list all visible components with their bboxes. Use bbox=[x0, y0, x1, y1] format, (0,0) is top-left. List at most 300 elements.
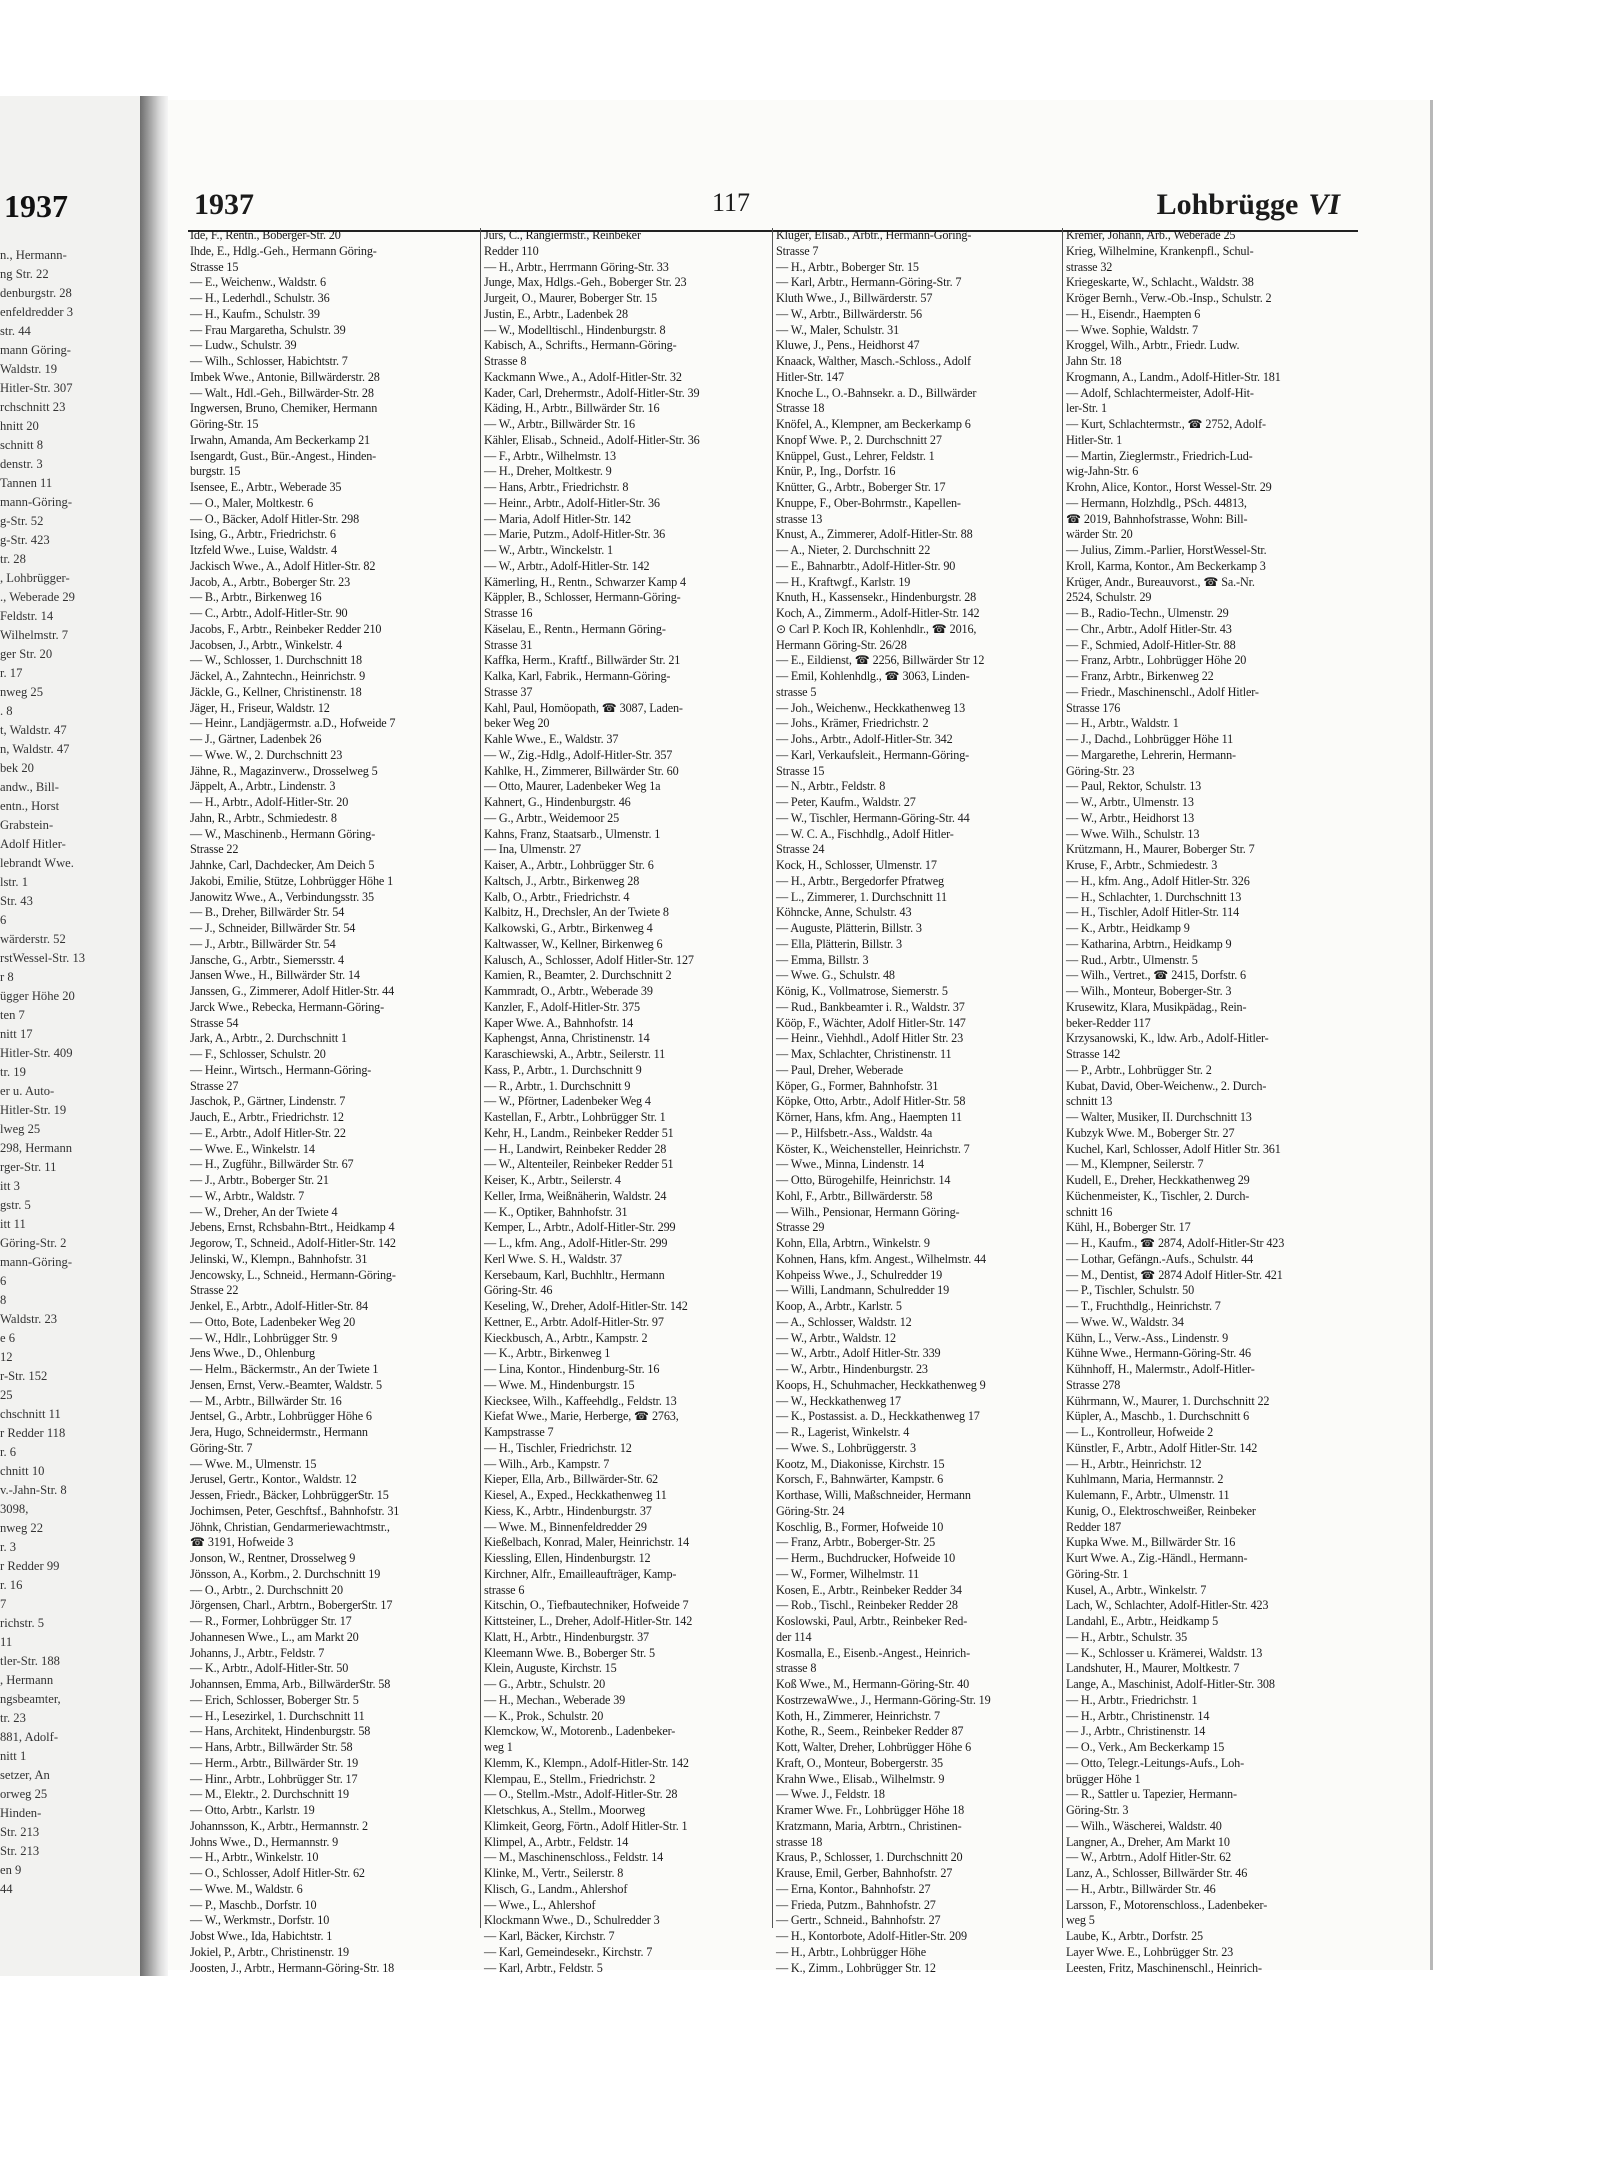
previous-page-line: denburgstr. 28 bbox=[0, 286, 72, 300]
directory-entry: Göring-Str. 23 bbox=[1066, 763, 1135, 778]
directory-entry: Hitler-Str. 1 bbox=[1066, 432, 1123, 447]
directory-entry: Ising, G., Arbtr., Friedrichstr. 6 bbox=[190, 527, 336, 542]
directory-entry: — Ella, Plätterin, Billstr. 3 bbox=[776, 936, 902, 951]
previous-page-line: Grabstein- bbox=[0, 818, 54, 832]
directory-entry: — H., Zugführ., Billwärder Str. 67 bbox=[190, 1157, 354, 1172]
directory-entry: Kahle Wwe., E., Waldstr. 37 bbox=[484, 732, 619, 746]
directory-entry: Kletschkus, A., Stellm., Moorweg bbox=[484, 1803, 646, 1817]
directory-entry: Kiessling, Ellen, Hindenburgstr. 12 bbox=[484, 1551, 651, 1565]
previous-page-line: Waldstr. 19 bbox=[0, 362, 58, 376]
directory-entry: — Hinr., Arbtr., Lohbrügger Str. 17 bbox=[190, 1771, 358, 1786]
directory-entry: Kalusch, A., Schlosser, Adolf Hitler-Str. 127 bbox=[484, 952, 694, 967]
directory-entry: Jensen, Ernst, Verw.-Beamter, Waldstr. 5 bbox=[190, 1377, 383, 1392]
directory-entry: Jönsson, A., Korbm., 2. Durchschnitt 19 bbox=[190, 1566, 381, 1581]
directory-entry: — H., Arbtr., Adolf-Hitler-Str. 20 bbox=[190, 795, 349, 809]
directory-entry: Kothe, R., Seem., Reinbeker Redder 87 bbox=[776, 1724, 964, 1739]
directory-entry: Kulemann, F., Arbtr., Ulmenstr. 11 bbox=[1066, 1488, 1230, 1502]
directory-entry: Kohl, F., Arbtr., Billwärderstr. 58 bbox=[776, 1188, 933, 1203]
directory-entry: — J., Arbtr., Billwärder Str. 54 bbox=[190, 936, 336, 951]
directory-entry: Lach, W., Schlachter, Adolf-Hitler-Str. 423 bbox=[1066, 1598, 1269, 1613]
directory-entry: Koop, A., Arbtr., Karlstr. 5 bbox=[776, 1299, 902, 1313]
directory-entry: Kämerling, H., Rentn., Schwarzer Kamp 4 bbox=[484, 574, 686, 589]
directory-entry: Kühl, H., Boberger Str. 17 bbox=[1066, 1220, 1191, 1235]
directory-entry: — Otto, Bürogehilfe, Heinrichstr. 14 bbox=[776, 1173, 951, 1187]
directory-entry: ☎ 3191, Hofweide 3 bbox=[190, 1535, 294, 1550]
directory-entry: Koß Wwe., M., Hermann-Göring-Str. 40 bbox=[776, 1677, 970, 1691]
directory-entry: Kruse, F., Arbtr., Schmiedestr. 3 bbox=[1066, 858, 1218, 872]
directory-entry: Landshuter, H., Maurer, Moltkestr. 7 bbox=[1066, 1661, 1240, 1676]
directory-entry: Köper, G., Former, Bahnhofstr. 31 bbox=[776, 1078, 939, 1093]
directory-entry: strasse 18 bbox=[776, 1834, 823, 1849]
directory-entry: Krüger, Andr., Bureauvorst., ☎ Sa.-Nr. bbox=[1066, 574, 1255, 589]
directory-entry: — W., Arbtr., Winckelstr. 1 bbox=[484, 543, 613, 557]
previous-page-line: Hinden- bbox=[0, 1806, 42, 1820]
directory-entry: — B., Dreher, Billwärder Str. 54 bbox=[190, 905, 345, 920]
previous-page-line: r Redder 99 bbox=[0, 1559, 60, 1573]
directory-entry: ⊙ Carl P. Koch IR, Kohlenhdlr., ☎ 2016, bbox=[776, 621, 977, 636]
directory-entry: — E., Arbtr., Adolf Hitler-Str. 22 bbox=[190, 1125, 346, 1140]
directory-entry: Kuchel, Karl, Schlosser, Adolf Hitler Str. 361 bbox=[1066, 1141, 1281, 1156]
directory-entry: Kroll, Karma, Kontor., Am Beckerkamp 3 bbox=[1066, 558, 1266, 573]
directory-entry: — Wwe. Sophie, Waldstr. 7 bbox=[1066, 322, 1198, 337]
directory-entry: — L., Zimmerer, 1. Durchschnitt 11 bbox=[776, 889, 947, 904]
directory-entry: strasse 32 bbox=[1066, 259, 1113, 274]
previous-page-line: ngsbeamter, bbox=[0, 1692, 61, 1706]
directory-entry: Jahn, R., Arbtr., Schmiedestr. 8 bbox=[190, 810, 337, 825]
previous-page-text bbox=[0, 246, 140, 1899]
directory-entry: Janowitz Wwe., A., Verbindungsstr. 35 bbox=[190, 889, 374, 904]
directory-entry: Kähler, Elisab., Schneid., Adolf-Hitler-Str. 36 bbox=[484, 432, 700, 447]
directory-entry: Korthase, Willi, Maßschneider, Hermann bbox=[776, 1488, 971, 1502]
previous-page-line: 12 bbox=[0, 1350, 13, 1364]
directory-entry: Kieckbusch, A., Arbtr., Kampstr. 2 bbox=[484, 1330, 648, 1345]
directory-entry: strasse 6 bbox=[484, 1582, 525, 1597]
directory-entry: — G., Arbtr., Schulstr. 20 bbox=[484, 1677, 606, 1691]
directory-entry: — O., Maler, Moltkestr. 6 bbox=[190, 495, 314, 510]
previous-page-line: orweg 25 bbox=[0, 1787, 48, 1801]
previous-page-line: rchschnitt 23 bbox=[0, 400, 66, 414]
previous-page-line: hnitt 20 bbox=[0, 419, 39, 433]
directory-entry: — Peter, Kaufm., Waldstr. 27 bbox=[776, 795, 916, 809]
directory-entry: Korsch, F., Bahnwärter, Kampstr. 6 bbox=[776, 1472, 944, 1487]
directory-entry: — W., Altenteiler, Reinbeker Redder 51 bbox=[484, 1157, 674, 1172]
directory-entry: Krahn Wwe., Elisab., Wilhelmstr. 9 bbox=[776, 1771, 945, 1786]
previous-page-line: r 8 bbox=[0, 970, 14, 984]
previous-page-line: Hitler-Str. 19 bbox=[0, 1103, 67, 1117]
directory-entry: — Karl, Arbtr., Hermann-Göring-Str. 7 bbox=[776, 275, 962, 290]
directory-entry: Hermann Göring-Str. 26/28 bbox=[776, 637, 907, 652]
previous-page-line: str. 44 bbox=[0, 324, 31, 338]
directory-entry: — Ina, Ulmenstr. 27 bbox=[484, 842, 582, 857]
directory-entry: — Wilh., Wäscherei, Waldstr. 40 bbox=[1066, 1818, 1222, 1833]
directory-entry: Göring-Str. 15 bbox=[190, 417, 259, 431]
directory-entry: — H., Kontorbote, Adolf-Hitler-Str. 209 bbox=[776, 1929, 967, 1943]
directory-entry: — W., Arbtr., Waldstr. 7 bbox=[190, 1188, 305, 1203]
directory-entry: Klisch, G., Landm., Ahlershof bbox=[484, 1881, 628, 1896]
directory-entry: Göring-Str. 24 bbox=[776, 1503, 845, 1518]
previous-page-line: lstr. 1 bbox=[0, 875, 28, 889]
directory-entry: — Johs., Arbtr., Adolf-Hitler-Str. 342 bbox=[776, 732, 953, 746]
directory-entry: Joosten, J., Arbtr., Hermann-Göring-Str. 18 bbox=[190, 1960, 395, 1975]
directory-entry: strasse 5 bbox=[776, 684, 817, 699]
directory-entry: strasse 13 bbox=[776, 511, 823, 526]
directory-entry: — H., Landwirt, Reinbeker Redder 28 bbox=[484, 1141, 667, 1156]
directory-entry: Kluth Wwe., J., Billwärderstr. 57 bbox=[776, 291, 933, 305]
previous-page-line: bek 20 bbox=[0, 761, 34, 775]
directory-entry: — H., Arbtr., Christinenstr. 14 bbox=[1066, 1708, 1210, 1723]
directory-entry: — W., Arbtr., Ulmenstr. 13 bbox=[1066, 795, 1194, 809]
directory-entry: — P., Maschb., Dorfstr. 10 bbox=[190, 1897, 317, 1912]
directory-entry: — Ludw., Schulstr. 39 bbox=[190, 338, 297, 353]
previous-page-line: ügger Höhe 20 bbox=[0, 989, 75, 1003]
directory-entry: Kosmalla, E., Eisenb.-Angest., Heinrich- bbox=[776, 1645, 971, 1660]
directory-entry: — R., Sattler u. Tapezier, Hermann- bbox=[1066, 1787, 1237, 1802]
directory-entry: — H., Lesezirkel, 1. Durchschnitt 11 bbox=[190, 1708, 365, 1723]
directory-entry: Lange, A., Maschinist, Adolf-Hitler-Str. 308 bbox=[1066, 1677, 1275, 1691]
directory-entry: — Max, Schlachter, Christinenstr. 11 bbox=[776, 1047, 952, 1061]
column-1 bbox=[190, 228, 474, 1975]
previous-page-line: nitt 17 bbox=[0, 1027, 33, 1041]
previous-page-line: rstWessel-Str. 13 bbox=[0, 951, 86, 965]
directory-entry: — O., Schlosser, Adolf Hitler-Str. 62 bbox=[190, 1866, 365, 1880]
directory-entry: Jacobsen, J., Arbtr., Winkelstr. 4 bbox=[190, 637, 342, 652]
previous-page-line: Hitler-Str. 409 bbox=[0, 1046, 73, 1060]
directory-entry: Göring-Str. 46 bbox=[484, 1283, 553, 1298]
previous-page-line: 6 bbox=[0, 913, 7, 927]
directory-entry: — Herm., Arbtr., Billwärder Str. 19 bbox=[190, 1755, 359, 1770]
directory-entry: — Chr., Arbtr., Adolf Hitler-Str. 43 bbox=[1066, 621, 1232, 636]
directory-entry: — M., Arbtr., Billwärder Str. 16 bbox=[190, 1393, 342, 1408]
directory-entry: — W., Tischler, Hermann-Göring-Str. 44 bbox=[776, 810, 970, 825]
directory-entry: — H., Kaufm., Schulstr. 39 bbox=[190, 306, 320, 321]
directory-entry: brügger Höhe 1 bbox=[1066, 1771, 1141, 1786]
page-place-title bbox=[1157, 188, 1340, 222]
directory-entry: Küpler, A., Maschb., 1. Durchschnitt 6 bbox=[1066, 1409, 1250, 1424]
directory-entry: — P., Arbtr., Lohbrügger Str. 2 bbox=[1066, 1062, 1212, 1077]
directory-entry: Kabisch, A., Schrifts., Hermann-Göring- bbox=[484, 338, 677, 353]
directory-entry: Jentsel, G., Arbtr., Lohbrügger Höhe 6 bbox=[190, 1409, 372, 1424]
directory-entry: — Heinr., Arbtr., Adolf-Hitler-Str. 36 bbox=[484, 495, 660, 510]
previous-page-line: . 8 bbox=[0, 704, 13, 718]
previous-page-line: ., Weberade 29 bbox=[0, 590, 75, 604]
directory-entry: — Wwe. Wilh., Schulstr. 13 bbox=[1066, 826, 1200, 841]
directory-entry: ler-Str. 1 bbox=[1066, 401, 1107, 416]
directory-entry: Jahn Str. 18 bbox=[1066, 354, 1122, 368]
directory-entry: Isengardt, Gust., Bür.-Angest., Hinden- bbox=[190, 448, 377, 463]
directory-entry: Küchenmeister, K., Tischler, 2. Durch- bbox=[1066, 1188, 1250, 1203]
directory-entry: — Kurt, Schlachtermstr., ☎ 2752, Adolf- bbox=[1066, 417, 1266, 431]
previous-page-line: r Redder 118 bbox=[0, 1426, 66, 1440]
directory-entry: Kackmann Wwe., A., Adolf-Hitler-Str. 32 bbox=[484, 369, 682, 384]
directory-entry: — Maria, Adolf Hitler-Str. 142 bbox=[484, 511, 631, 526]
directory-entry: — Erich, Schlosser, Boberger Str. 5 bbox=[190, 1692, 359, 1707]
directory-entry: Klinke, M., Vertr., Seilerstr. 8 bbox=[484, 1866, 624, 1880]
directory-entry: Kiess, K., Arbtr., Hindenburgstr. 37 bbox=[484, 1503, 652, 1518]
directory-entry: — O., Bäcker, Adolf Hitler-Str. 298 bbox=[190, 511, 360, 526]
directory-entry: — Lina, Kontor., Hindenburg-Str. 16 bbox=[484, 1362, 660, 1376]
directory-entry: — Frieda, Putzm., Bahnhofstr. 27 bbox=[776, 1897, 936, 1912]
previous-page-line: tr. 28 bbox=[0, 552, 26, 566]
directory-entry: Johannsen, Emma, Arb., BillwärderStr. 58 bbox=[190, 1677, 391, 1691]
directory-entry: — Otto, Arbtr., Karlstr. 19 bbox=[190, 1803, 315, 1817]
directory-entry: — Walter, Musiker, II. Durchschnitt 13 bbox=[1066, 1110, 1252, 1124]
directory-entry: — Heinr., Landjägermstr. a.D., Hofweide 7 bbox=[190, 716, 396, 731]
directory-entry: — J., Arbtr., Boberger Str. 21 bbox=[190, 1173, 329, 1187]
previous-page-line: setzer, An bbox=[0, 1768, 50, 1782]
directory-entry: Köster, K., Weichensteller, Heinrichstr. 7 bbox=[776, 1141, 970, 1156]
previous-page-line: e 6 bbox=[0, 1331, 16, 1345]
directory-entry: Kurt Wwe. A., Zig.-Händl., Hermann- bbox=[1066, 1551, 1248, 1565]
directory-entry: Kohpeiss Wwe., J., Schulredder 19 bbox=[776, 1267, 943, 1282]
directory-entry: Strasse 16 bbox=[484, 606, 533, 620]
directory-entry: Jäckle, G., Kellner, Christinenstr. 18 bbox=[190, 684, 362, 699]
directory-entry: Jakobi, Emilie, Stütze, Lohbrügger Höhe 1 bbox=[190, 873, 394, 888]
directory-entry: — Adolf, Schlachtermeister, Adolf-Hit- bbox=[1066, 385, 1254, 400]
directory-entry: Kleemann Wwe. B., Boberger Str. 5 bbox=[484, 1645, 655, 1660]
previous-page-line: r. 17 bbox=[0, 666, 23, 680]
directory-entry: Hitler-Str. 147 bbox=[776, 369, 844, 384]
directory-entry: Kaiser, A., Arbtr., Lohbrügger Str. 6 bbox=[484, 858, 654, 872]
directory-entry: — Frau Margaretha, Schulstr. 39 bbox=[190, 322, 346, 337]
directory-entry: Käselau, E., Rentn., Hermann Göring- bbox=[484, 621, 666, 636]
scan-margin bbox=[0, 1976, 1600, 2177]
directory-entry: — H., Eisendr., Haempten 6 bbox=[1066, 306, 1201, 321]
directory-entry: Koslowski, Paul, Arbtr., Reinbeker Red- bbox=[776, 1614, 968, 1628]
previous-page-line: tr. 19 bbox=[0, 1065, 26, 1079]
directory-entry: Knüppel, Gust., Lehrer, Feldstr. 1 bbox=[776, 448, 935, 463]
directory-entry: Layer Wwe. E., Lohbrügger Str. 23 bbox=[1066, 1944, 1234, 1959]
directory-entry: — H., Arbtr., Lohbrügger Höhe bbox=[776, 1944, 926, 1959]
directory-entry: — Gertr., Schneid., Bahnhofstr. 27 bbox=[776, 1913, 941, 1928]
previous-page-line: wärderstr. 52 bbox=[0, 932, 66, 946]
directory-entry: Jessen, Friedr., Bäcker, LohbrüggerStr. 15 bbox=[190, 1488, 389, 1502]
directory-entry: — J., Arbtr., Christinenstr. 14 bbox=[1066, 1724, 1206, 1739]
directory-entry: Ihde, E., Hdlg.-Geh., Hermann Göring- bbox=[190, 243, 377, 258]
directory-entry: — M., Dentist, ☎ 2874 Adolf Hitler-Str. 421 bbox=[1066, 1267, 1283, 1282]
directory-entry: — Marie, Putzm., Adolf-Hitler-Str. 36 bbox=[484, 527, 666, 542]
previous-page-line: itt 11 bbox=[0, 1217, 26, 1231]
directory-entry: Kuhlmann, Maria, Hermannstr. 2 bbox=[1066, 1472, 1224, 1487]
directory-entry: Kubzyk Wwe. M., Boberger Str. 27 bbox=[1066, 1125, 1235, 1140]
previous-page-line: r-Str. 152 bbox=[0, 1369, 48, 1383]
directory-entry: — Wwe. M., Hindenburgstr. 15 bbox=[484, 1377, 635, 1392]
directory-entry: Johannsson, K., Arbtr., Hermannstr. 2 bbox=[190, 1818, 368, 1833]
directory-entry: Jegorow, T., Schneid., Adolf-Hitler-Str. 142 bbox=[190, 1236, 396, 1250]
directory-entry: Kerl Wwe. S. H., Waldstr. 37 bbox=[484, 1251, 622, 1266]
directory-entry: Knaack, Walther, Masch.-Schloss., Adolf bbox=[776, 354, 971, 368]
directory-entry: Kastellan, F., Arbtr., Lohbrügger Str. 1 bbox=[484, 1110, 666, 1124]
previous-page-line: lweg 25 bbox=[0, 1122, 41, 1136]
directory-entry: — H., Arbtr., Herrmann Göring-Str. 33 bbox=[484, 259, 669, 274]
directory-entry: — K., Schlosser u. Krämerei, Waldstr. 13 bbox=[1066, 1645, 1263, 1660]
previous-page-line: er u. Auto- bbox=[0, 1084, 55, 1098]
directory-entry: — Karl, Gemeindesekr., Kirchstr. 7 bbox=[484, 1944, 653, 1959]
directory-entry: — H., Mechan., Weberade 39 bbox=[484, 1692, 626, 1707]
directory-entry: — W., Arbtr., Hindenburgstr. 23 bbox=[776, 1362, 928, 1376]
directory-entry: — W., Werkmstr., Dorfstr. 10 bbox=[190, 1913, 330, 1928]
directory-entry: Kahl, Paul, Homöopath, ☎ 3087, Laden- bbox=[484, 700, 683, 715]
directory-entry: Lanz, A., Schlosser, Billwärder Str. 46 bbox=[1066, 1866, 1248, 1880]
directory-entry: Isensee, E., Arbtr., Weberade 35 bbox=[190, 480, 342, 494]
previous-page-line: itt 3 bbox=[0, 1179, 20, 1193]
directory-entry: Kroggel, Wilh., Arbtr., Friedr. Ludw. bbox=[1066, 338, 1240, 353]
directory-entry: Krohn, Alice, Kontor., Horst Wessel-Str. 29 bbox=[1066, 480, 1272, 494]
directory-entry: — H., Arbtr., Waldstr. 1 bbox=[1066, 716, 1179, 731]
directory-entry: Jahnke, Carl, Dachdecker, Am Deich 5 bbox=[190, 858, 375, 872]
previous-page-line: denstr. 3 bbox=[0, 457, 43, 471]
directory-entry: Irwahn, Amanda, Am Beckerkamp 21 bbox=[190, 432, 370, 447]
directory-entry: Krieg, Wilhelmine, Krankenpfl., Schul- bbox=[1066, 243, 1254, 258]
directory-entry: — H., Arbtr., Bergedorfer Pfratweg bbox=[776, 873, 944, 888]
directory-entry: Jäppelt, A., Arbtr., Lindenstr. 3 bbox=[190, 779, 336, 794]
previous-page-line: mann-Göring- bbox=[0, 1255, 73, 1269]
directory-entry: Kirchner, Alfr., Emailleaufträger, Kamp- bbox=[484, 1566, 677, 1581]
directory-entry: — M., Elektr., 2. Durchschnitt 19 bbox=[190, 1787, 349, 1802]
directory-entry: — Rud., Arbtr., Ulmenstr. 5 bbox=[1066, 952, 1198, 967]
directory-entry: Kettner, E., Arbtr. Adolf-Hitler-Str. 97 bbox=[484, 1314, 664, 1329]
directory-entry: — Wilh., Monteur, Boberger-Str. 3 bbox=[1066, 984, 1232, 998]
directory-entry: — Emma, Billstr. 3 bbox=[776, 952, 869, 967]
directory-entry: — N., Arbtr., Feldstr. 8 bbox=[776, 779, 886, 794]
directory-entry: Kluger, Elisab., Arbtr., Hermann-Göring- bbox=[776, 228, 972, 242]
directory-entry: — Willi, Landmann, Schulredder 19 bbox=[776, 1283, 950, 1298]
directory-entry: — O., Stellm.-Mstr., Adolf-Hitler-Str. 28 bbox=[484, 1787, 678, 1802]
directory-entry: Keiser, K., Arbtr., Seilerstr. 4 bbox=[484, 1173, 621, 1187]
previous-page-line: Adolf Hitler- bbox=[0, 837, 66, 851]
directory-entry: Kröger Bernh., Verw.-Ob.-Insp., Schulstr. 2 bbox=[1066, 291, 1272, 305]
directory-entry: Koops, H., Schuhmacher, Heckkathenweg 9 bbox=[776, 1377, 986, 1392]
directory-entry: Jauch, E., Arbtr., Friedrichstr. 12 bbox=[190, 1110, 344, 1124]
directory-entry: — W., Hdlr., Lohbrügger Str. 9 bbox=[190, 1330, 338, 1345]
directory-entry: 2524, Schulstr. 29 bbox=[1066, 590, 1152, 605]
previous-page-line: chnitt 10 bbox=[0, 1464, 45, 1478]
previous-page-line: 881, Adolf- bbox=[0, 1730, 59, 1744]
directory-entry: — F., Arbtr., Wilhelmstr. 13 bbox=[484, 448, 616, 463]
directory-entry: weg 1 bbox=[484, 1740, 513, 1754]
directory-entry: Kiecksee, Wilh., Kaffeehdlg., Feldstr. 13 bbox=[484, 1393, 677, 1408]
directory-entry: Kott, Walter, Dreher, Lohbrügger Höhe 6 bbox=[776, 1740, 972, 1754]
directory-entry: — Paul, Rektor, Schulstr. 13 bbox=[1066, 779, 1202, 794]
directory-entry: — K., Arbtr., Adolf-Hitler-Str. 50 bbox=[190, 1661, 349, 1676]
directory-entry: — W., Schlosser, 1. Durchschnitt 18 bbox=[190, 653, 362, 668]
directory-entry: — Walt., Hdl.-Geh., Billwärder-Str. 28 bbox=[190, 385, 374, 400]
directory-entry: Klimkeit, Georg, Förtn., Adolf Hitler-Str. 1 bbox=[484, 1818, 688, 1833]
previous-page-line: Waldstr. 23 bbox=[0, 1312, 58, 1326]
directory-entry: — A., Nieter, 2. Durchschnitt 22 bbox=[776, 543, 931, 557]
district-number: VI bbox=[1308, 188, 1340, 221]
directory-entry: — J., Dachd., Lohbrügger Höhe 11 bbox=[1066, 732, 1234, 746]
directory-entry: Jäckel, A., Zahntechn., Heinrichstr. 9 bbox=[190, 669, 366, 683]
page-header bbox=[168, 180, 1430, 230]
previous-page-line: rger-Str. 11 bbox=[0, 1160, 57, 1174]
directory-entry: — J., Schneider, Billwärder Str. 54 bbox=[190, 921, 356, 935]
directory-entry: — T., Fruchthdlg., Heinrichstr. 7 bbox=[1066, 1299, 1221, 1313]
page-year: 1937 bbox=[194, 188, 254, 221]
directory-entry: Kührmann, W., Maurer, 1. Durchschnitt 22 bbox=[1066, 1393, 1270, 1408]
directory-entry: Kremer, Johann, Arb., Weberade 25 bbox=[1066, 228, 1236, 242]
directory-entry: schnitt 13 bbox=[1066, 1094, 1113, 1109]
directory-entry: Jonson, W., Rentner, Drosselweg 9 bbox=[190, 1551, 356, 1565]
previous-page-line: Feldstr. 14 bbox=[0, 609, 54, 623]
previous-page-line: Göring-Str. 2 bbox=[0, 1236, 67, 1250]
directory-entry: — W., Heckkathenweg 17 bbox=[776, 1393, 901, 1408]
directory-entry: — Wwe. J., Feldstr. 18 bbox=[776, 1787, 885, 1802]
previous-page-line: g-Str. 423 bbox=[0, 533, 50, 547]
directory-entry: — Johs., Krämer, Friedrichstr. 2 bbox=[776, 716, 929, 731]
directory-entry: Körner, Hans, kfm. Ang., Haempten 11 bbox=[776, 1110, 962, 1124]
directory-entry: Künstler, F., Arbtr., Adolf Hitler-Str. 142 bbox=[1066, 1440, 1258, 1455]
directory-entry: — Heinr., Viehhdl., Adolf Hitler Str. 23 bbox=[776, 1031, 964, 1046]
directory-entry: Jenkel, E., Arbtr., Adolf-Hitler-Str. 84 bbox=[190, 1299, 368, 1313]
directory-entry: — F., Schlosser, Schulstr. 20 bbox=[190, 1047, 326, 1061]
directory-entry: — K., Zimm., Lohbrügger Str. 12 bbox=[776, 1960, 936, 1975]
directory-entry: Kersebaum, Karl, Buchhltr., Hermann bbox=[484, 1267, 665, 1282]
directory-entry: — H., Kaufm., ☎ 2874, Adolf-Hitler-Str 423 bbox=[1066, 1236, 1285, 1250]
previous-page-line: enfeldredder 3 bbox=[0, 305, 74, 319]
directory-entry: beker Weg 20 bbox=[484, 716, 550, 731]
directory-entry: Johannesen Wwe., L., am Markt 20 bbox=[190, 1629, 359, 1644]
directory-entry: Knöfel, A., Klempner, am Beckerkamp 6 bbox=[776, 417, 971, 431]
previous-page-year: 1937 bbox=[4, 188, 68, 224]
directory-entry: Kluwe, J., Pens., Heidhorst 47 bbox=[776, 338, 920, 353]
directory-entry: — W., Pförtner, Ladenbeker Weg 4 bbox=[484, 1094, 651, 1109]
directory-entry: Kootz, M., Diakonisse, Kirchstr. 15 bbox=[776, 1456, 945, 1471]
directory-entry: Jähne, R., Magazinverw., Drosselweg 5 bbox=[190, 763, 378, 778]
directory-entry: — W., Arbtr., Billwärderstr. 56 bbox=[776, 306, 922, 321]
directory-entry: — Wilh., Pensionar, Hermann Göring- bbox=[776, 1204, 960, 1219]
directory-entry: Kühn, L., Verw.-Ass., Lindenstr. 9 bbox=[1066, 1330, 1229, 1345]
previous-page-line: 8 bbox=[0, 1293, 7, 1307]
directory-entry: — M., Maschinenschloss., Feldstr. 14 bbox=[484, 1850, 664, 1865]
directory-entry: — W. C. A., Fischhdlg., Adolf Hitler- bbox=[776, 826, 954, 841]
previous-page-line: richstr. 5 bbox=[0, 1616, 45, 1630]
directory-entry: Kalbitz, H., Drechsler, An der Twiete 8 bbox=[484, 905, 669, 920]
directory-entry: Jansche, G., Arbtr., Siemersstr. 4 bbox=[190, 952, 344, 967]
directory-entry: Kahlke, H., Zimmerer, Billwärder Str. 60 bbox=[484, 763, 679, 778]
previous-page-line: 7 bbox=[0, 1597, 7, 1611]
directory-entry: beker-Redder 117 bbox=[1066, 1015, 1151, 1030]
directory-entry: Strasse 31 bbox=[484, 637, 533, 652]
place-name: Lohbrügge bbox=[1156, 188, 1299, 221]
previous-page-edge bbox=[0, 96, 142, 1976]
previous-page-line: gstr. 5 bbox=[0, 1198, 31, 1212]
previous-page-line: Wilhelmstr. 7 bbox=[0, 628, 69, 642]
directory-entry: — M., Klempner, Seilerstr. 7 bbox=[1066, 1157, 1204, 1172]
directory-entry: Kaltsch, J., Arbtr., Birkenweg 28 bbox=[484, 873, 640, 888]
directory-entry: Kahnert, G., Hindenburgstr. 46 bbox=[484, 795, 631, 809]
previous-page-line: r. 6 bbox=[0, 1445, 17, 1459]
previous-page-line: ten 7 bbox=[0, 1008, 25, 1022]
previous-page-line: 11 bbox=[0, 1635, 13, 1649]
directory-entry: Klatt, H., Arbtr., Hindenburgstr. 37 bbox=[484, 1629, 649, 1644]
previous-page-line: Str. 43 bbox=[0, 894, 33, 908]
directory-entry: — W., Arbtr., Heidhorst 13 bbox=[1066, 810, 1195, 825]
directory-entry: Johanns, J., Arbtr., Feldstr. 7 bbox=[190, 1645, 325, 1660]
directory-entry: König, K., Vollmatrose, Siemerstr. 5 bbox=[776, 984, 948, 998]
column-2 bbox=[484, 228, 768, 1975]
directory-entry: Käppler, B., Schlosser, Hermann-Göring- bbox=[484, 590, 681, 605]
previous-page-line: chschnitt 11 bbox=[0, 1407, 61, 1421]
directory-entry: Kraft, O., Monteur, Bobergerstr. 35 bbox=[776, 1755, 943, 1770]
directory-entry: — Wwe. W., 2. Durchschnitt 23 bbox=[190, 747, 343, 762]
directory-entry: — R., Arbtr., 1. Durchschnitt 9 bbox=[484, 1078, 631, 1093]
previous-page-line: r. 3 bbox=[0, 1540, 17, 1554]
directory-entry: Redder 187 bbox=[1066, 1519, 1122, 1534]
directory-page bbox=[168, 100, 1433, 1975]
directory-entry: Keseling, W., Dreher, Adolf-Hitler-Str. 142 bbox=[484, 1299, 688, 1313]
directory-entry: — H., Arbtr., Winkelstr. 10 bbox=[190, 1850, 319, 1865]
directory-entry: Kader, Carl, Drehermstr., Adolf-Hitler-Str. 39 bbox=[484, 385, 700, 400]
